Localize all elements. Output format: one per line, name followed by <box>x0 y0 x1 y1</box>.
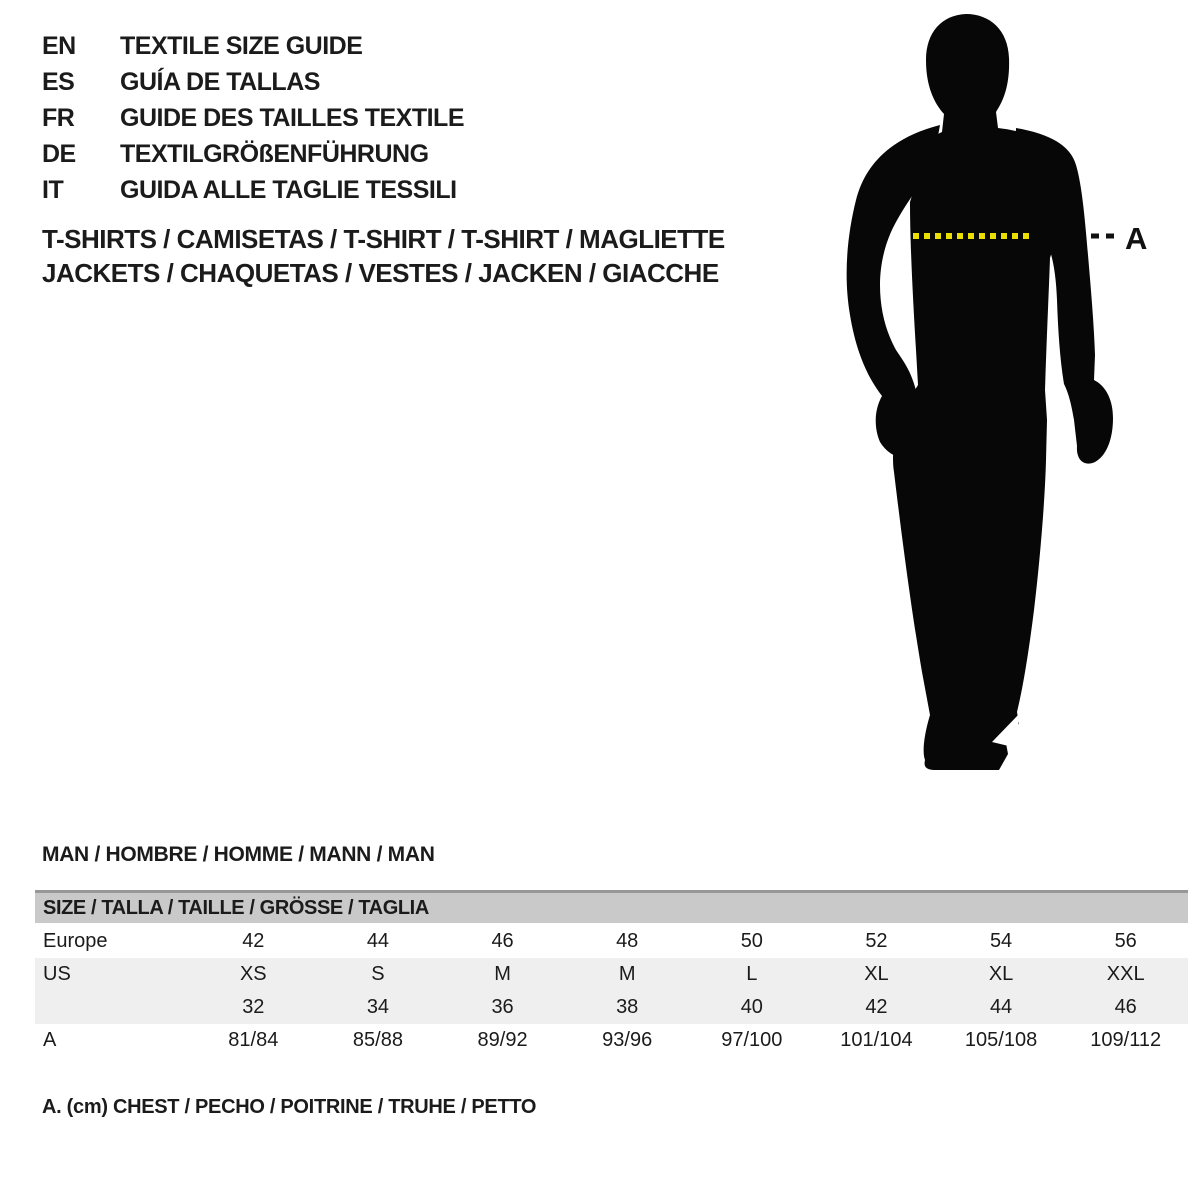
size-guide-figure <box>820 0 1200 800</box>
language-code: IT <box>42 176 64 204</box>
language-row-en <box>42 28 464 64</box>
size-value: 34 <box>366 996 390 1018</box>
language-code: EN <box>42 32 76 60</box>
size-value: 81/84 <box>228 1029 279 1051</box>
measurement-footnote: A. (cm) CHEST / PECHO / POITRINE / TRUHE / PETTO <box>42 1096 537 1118</box>
size-value: 105/108 <box>964 1029 1038 1051</box>
size-value: 93/96 <box>602 1029 653 1051</box>
row-label <box>35 991 191 1024</box>
category-line-tshirts: T-SHIRTS / CAMISETAS / T-SHIRT / T-SHIRT / MAGLIETTE <box>42 224 725 254</box>
language-label: GUIDA ALLE TAGLIE TESSILI <box>120 176 457 204</box>
measure-label-a: A <box>1125 221 1148 256</box>
size-value: M <box>494 963 511 985</box>
size-value: XXL <box>1106 963 1145 985</box>
language-row-de <box>42 136 464 172</box>
size-value: 54 <box>989 930 1013 952</box>
size-value: 46 <box>491 930 514 952</box>
category-labels <box>42 222 725 290</box>
size-value: 85/88 <box>352 1029 403 1051</box>
table-row-us <box>35 958 1188 991</box>
language-row-fr <box>42 100 464 136</box>
size-value: 48 <box>616 930 639 952</box>
size-value: 46 <box>1114 996 1137 1018</box>
man-section-title: MAN / HOMBRE / HOMME / MANN / MAN <box>42 843 435 866</box>
row-label: US <box>43 963 71 985</box>
size-value: 52 <box>865 930 888 952</box>
man-body-shape <box>893 14 1071 770</box>
language-label: TEXTILE SIZE GUIDE <box>120 32 363 60</box>
table-row-numeric <box>35 991 1188 1024</box>
size-value: 44 <box>366 930 390 952</box>
size-value: L <box>746 963 758 985</box>
size-value: 50 <box>740 930 763 952</box>
size-table-header: SIZE / TALLA / TAILLE / GRÖSSE / TAGLIA <box>35 890 1188 923</box>
size-table-body <box>35 925 1188 1057</box>
size-value: 101/104 <box>840 1029 913 1051</box>
size-value: 97/100 <box>721 1029 783 1051</box>
size-value: M <box>618 963 636 985</box>
language-label: GUIDE DES TAILLES TEXTILE <box>120 104 465 132</box>
man-silhouette <box>820 0 1200 800</box>
size-value: XS <box>239 963 267 985</box>
language-label: GUÍA DE TALLAS <box>120 68 320 96</box>
size-value: 89/92 <box>477 1029 528 1051</box>
category-line-jackets: JACKETS / CHAQUETAS / VESTES / JACKEN / GIACCHE <box>42 258 719 288</box>
size-value: S <box>371 963 385 985</box>
size-value: XL <box>864 963 889 985</box>
size-value: XL <box>988 963 1014 985</box>
language-code: ES <box>42 68 75 96</box>
row-label: Europe <box>43 930 108 952</box>
size-value: 44 <box>989 996 1013 1018</box>
language-row-es <box>42 64 464 100</box>
size-value: 56 <box>1114 930 1137 952</box>
size-value: 42 <box>865 996 888 1018</box>
size-value: 40 <box>740 996 763 1018</box>
row-label: A <box>43 1029 57 1051</box>
table-row-chest-a <box>35 1024 1188 1057</box>
table-row-europe <box>35 925 1188 958</box>
language-code: DE <box>42 140 76 168</box>
man-size-table <box>35 890 1188 1057</box>
size-value: 42 <box>242 930 265 952</box>
size-value: 109/112 <box>1090 1029 1162 1051</box>
size-value: 38 <box>616 996 639 1018</box>
language-guide <box>42 28 464 208</box>
language-label: TEXTILGRÖßENFÜHRUNG <box>120 140 429 168</box>
language-row-it <box>42 172 464 208</box>
language-code: FR <box>42 104 75 132</box>
size-value: 32 <box>242 996 265 1018</box>
size-value: 36 <box>491 996 514 1018</box>
